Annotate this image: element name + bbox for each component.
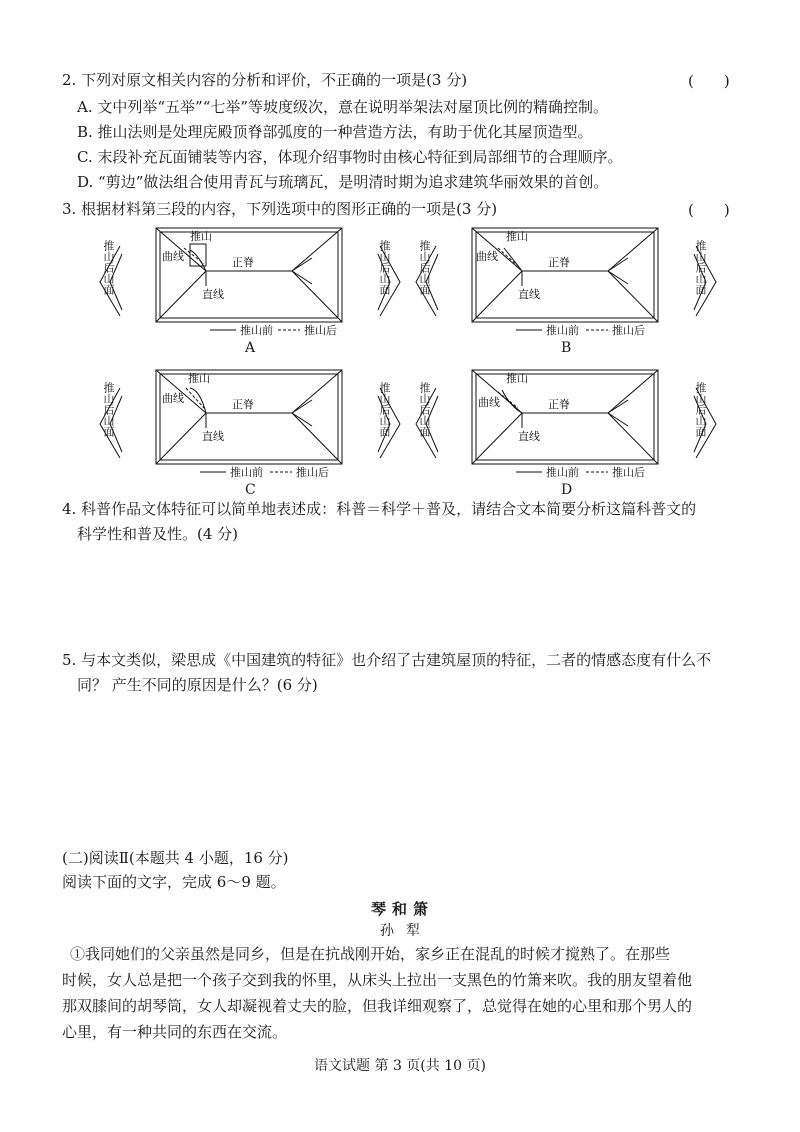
q2-stem: 2. 下列对原文相关内容的分析和评价，不正确的一项是(3 分) — [62, 71, 468, 89]
label-zhixian: 直线 — [202, 288, 224, 301]
svg-text:正脊: 正脊 — [232, 398, 254, 411]
section2-instruction: 阅读下面的文字，完成 6～9 题。 — [62, 873, 286, 891]
side-label-a-right: 推山后山面 — [378, 240, 391, 295]
svg-text:推山后: 推山后 — [612, 324, 645, 337]
section2-header: (二)阅读Ⅱ(本题共 4 小题，16 分) — [62, 849, 289, 867]
svg-text:直线: 直线 — [518, 288, 540, 301]
diagram-option-b — [406, 218, 726, 338]
side-label-d-right: 推山后山面 — [694, 382, 707, 437]
svg-text:推山后: 推山后 — [612, 466, 645, 479]
q4-line2: 科学性和普及性。(4 分) — [77, 525, 239, 543]
side-label-c-right: 推山后山面 — [378, 382, 391, 437]
legend-before: 推山前 — [240, 324, 273, 337]
option-d-label: D — [561, 482, 573, 498]
diagram-option-c — [90, 360, 410, 480]
side-label-b-left: 推山后山面 — [418, 240, 431, 295]
roof-outline — [156, 228, 342, 322]
side-label-c-left: 推山后山面 — [102, 382, 115, 437]
svg-text:推山前: 推山前 — [230, 466, 263, 479]
q2-option-d: D. “剪边”做法组合使用青瓦与琉璃瓦，是明清时期为追求建筑华丽效果的首创。 — [77, 173, 609, 191]
svg-text:推山前: 推山前 — [546, 324, 579, 337]
label-zhengji: 正脊 — [232, 256, 254, 269]
hip-ridges — [156, 228, 342, 322]
q4-line1: 4. 科普作品文体特征可以简单地表述成：科普＝科学＋普及，请结合文本简要分析这篇科普文的 — [62, 500, 697, 518]
label-tuishan: 推山 — [190, 230, 212, 243]
option-a-label: A — [245, 340, 256, 356]
svg-text:曲线: 曲线 — [162, 392, 184, 405]
label-quxian: 曲线 — [162, 250, 184, 263]
story-paragraph-line: 心里，有一种共同的东西在交流。 — [62, 1023, 288, 1041]
story-paragraph-line: ①我同她们的父亲虽然是同乡，但是在抗战刚开始，家乡正在混乱的时候才搅熟了。在那些 — [70, 945, 671, 963]
story-author: 孙犁 — [380, 923, 432, 939]
curve-line — [190, 250, 206, 271]
roof-inner-outline — [160, 232, 338, 318]
option-c-label: C — [245, 482, 256, 498]
option-b-label: B — [561, 340, 572, 356]
q2-option-c: C. 末段补充瓦面铺装等内容，体现介绍事物时由核心特征到局部细节的合理顺序。 — [77, 148, 623, 166]
story-paragraph-line: 那双膝间的胡琴筒，女人却凝视着丈夫的脸，但我详细观察了，总觉得在她的心里和那个男人的 — [62, 997, 693, 1015]
q2-answer-paren: ( ) — [688, 72, 730, 90]
side-label-a-left: 推山后山面 — [102, 240, 115, 295]
q5-line2: 同？ 产生不同的原因是什么？(6 分) — [77, 676, 318, 694]
legend-after: 推山后 — [304, 324, 337, 337]
svg-text:推山: 推山 — [506, 230, 528, 243]
side-label-d-left: 推山后山面 — [418, 382, 431, 437]
story-title: 琴和箫 — [371, 900, 435, 918]
story-paragraph-line: 时候，女人总是把一个孩子交到我的怀里，从床头上拉出一支黑色的竹箫来吹。我的朋友望着他 — [62, 971, 693, 989]
svg-text:曲线: 曲线 — [476, 250, 498, 263]
svg-text:直线: 直线 — [518, 430, 540, 443]
svg-text:推山: 推山 — [188, 372, 210, 385]
svg-text:正脊: 正脊 — [548, 398, 570, 411]
side-label-b-right: 推山后山面 — [694, 240, 707, 295]
page-footer: 语文试题 第 3 页(共 10 页) — [314, 1058, 486, 1074]
diagram-option-d — [406, 360, 726, 480]
q2-option-a: A. 文中列举“五举”“七举”等坡度级次，意在说明举架法对屋顶比例的精确控制。 — [77, 98, 609, 116]
svg-text:曲线: 曲线 — [478, 396, 500, 409]
q5-line1: 5. 与本文类似，梁思成《中国建筑的特征》也介绍了古建筑屋顶的特征，二者的情感态度有什么不 — [62, 651, 712, 669]
svg-text:推山: 推山 — [506, 372, 528, 385]
q3-answer-paren: ( ) — [688, 201, 730, 219]
svg-text:直线: 直线 — [202, 430, 224, 443]
svg-text:推山后: 推山后 — [296, 466, 329, 479]
svg-text:正脊: 正脊 — [548, 256, 570, 269]
diagram-option-a — [90, 218, 410, 338]
q3-stem: 3. 根据材料第三段的内容，下列选项中的图形正确的一项是(3 分) — [62, 200, 498, 218]
q2-option-b: B. 推山法则是处理庑殿顶脊部弧度的一种营造方法，有助于优化其屋顶造型。 — [77, 123, 593, 141]
svg-text:推山前: 推山前 — [546, 466, 579, 479]
